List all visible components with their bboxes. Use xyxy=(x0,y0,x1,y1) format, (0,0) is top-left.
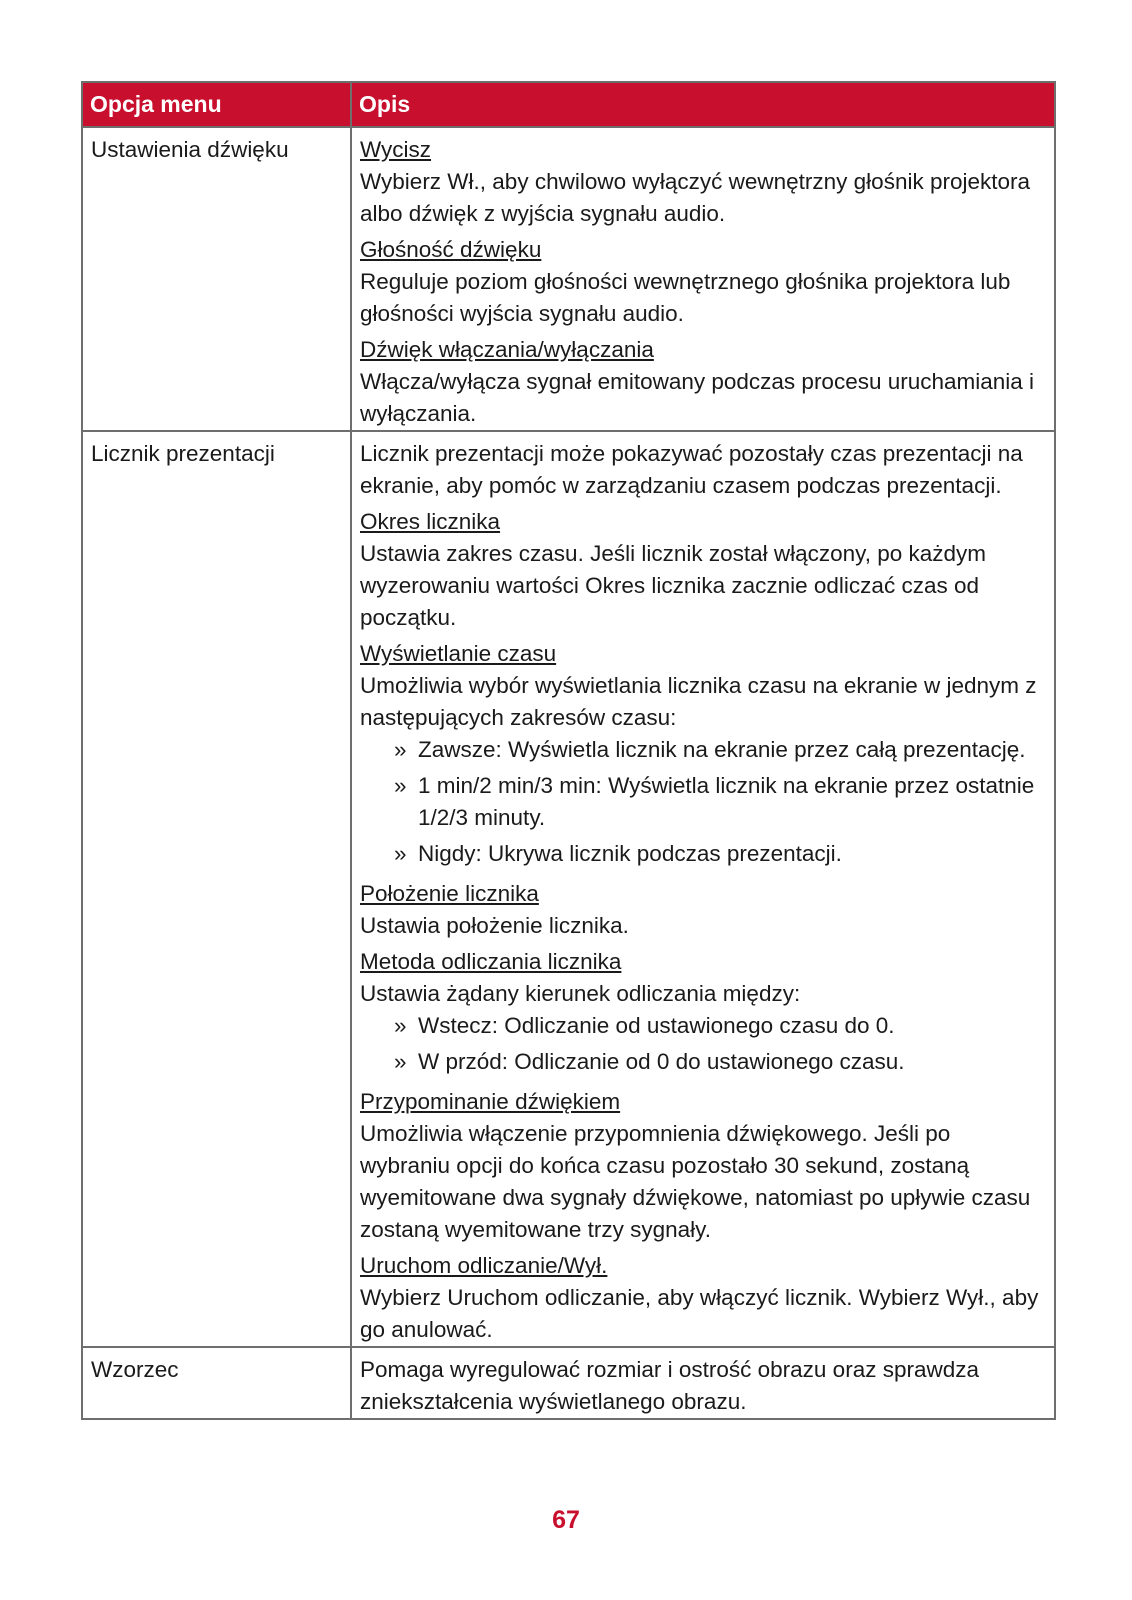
section-title: Położenie licznika xyxy=(360,881,539,906)
list-item xyxy=(394,1010,1046,1042)
table-row xyxy=(82,1347,1055,1419)
description-section xyxy=(360,506,1046,634)
section-title: Wyświetlanie czasu xyxy=(360,641,557,666)
list-item-text: Zawsze: Wyświetla licznik na ekranie przez całą prezentację. xyxy=(418,737,1026,762)
section-title: Głośność dźwięku xyxy=(360,237,542,262)
table-row xyxy=(82,431,1055,1347)
description-section xyxy=(360,1354,1046,1418)
table-header-row xyxy=(82,82,1055,127)
description-section xyxy=(360,334,1046,430)
description-section xyxy=(360,234,1046,330)
section-title: Wycisz xyxy=(360,137,432,162)
bullet-list xyxy=(360,1010,1046,1078)
section-text: Reguluje poziom głośności wewnętrznego głośnika projektora lub głośności wyjścia sygnału audio. xyxy=(360,269,1011,326)
section-text: Wybierz Wł., aby chwilowo wyłączyć wewnętrzny głośnik projektora albo dźwięk z wyjścia sygnału audio. xyxy=(360,169,1031,226)
list-item xyxy=(394,734,1046,766)
list-item xyxy=(394,770,1046,834)
section-text: Ustawia zakres czasu. Jeśli licznik został włączony, po każdym wyzerowaniu wartości Okres licznika zacznie odliczać czas od początku. xyxy=(360,541,987,630)
list-item-text: Nigdy: Ukrywa licznik podczas prezentacji. xyxy=(418,841,842,866)
option-description xyxy=(351,431,1055,1347)
description-section xyxy=(360,1086,1046,1246)
section-text: Pomaga wyregulować rozmiar i ostrość obrazu oraz sprawdza zniekształcenia wyświetlanego obrazu. xyxy=(360,1357,980,1414)
description-section xyxy=(360,946,1046,1078)
description-section xyxy=(360,438,1046,502)
bullet-list xyxy=(360,734,1046,870)
section-text: Wybierz Uruchom odliczanie, aby włączyć licznik. Wybierz Wył., aby go anulować. xyxy=(360,1285,1039,1342)
bullet-glyph: » xyxy=(394,1013,407,1038)
section-text: Ustawia żądany kierunek odliczania między: xyxy=(360,981,801,1006)
bullet-glyph: » xyxy=(394,773,407,798)
section-text: Umożliwia włączenie przypomnienia dźwiękowego. Jeśli po wybraniu opcji do końca czasu pozostało 30 sekund, zostaną wyemitowane dwa sygnały dźwiękowe, natomiast po upływie czasu zostaną wyemitowane trzy sygnały. xyxy=(360,1121,1031,1242)
section-title: Dźwięk włączania/wyłączania xyxy=(360,337,654,362)
section-title: Metoda odliczania licznika xyxy=(360,949,622,974)
list-item xyxy=(394,838,1046,870)
section-title: Okres licznika xyxy=(360,509,501,534)
option-name: Wzorzec xyxy=(82,1347,351,1419)
option-description xyxy=(351,127,1055,431)
section-text: Umożliwia wybór wyświetlania licznika czasu na ekranie w jednym z następujących zakresów czasu: xyxy=(360,673,1037,730)
option-name: Ustawienia dźwięku xyxy=(82,127,351,431)
section-text: Ustawia położenie licznika. xyxy=(360,913,629,938)
bullet-glyph: » xyxy=(394,1049,407,1074)
section-title: Przypominanie dźwiękiem xyxy=(360,1089,621,1114)
menu-options-table xyxy=(81,81,1056,1420)
header-description: Opis xyxy=(351,82,1055,127)
description-section xyxy=(360,1250,1046,1346)
header-option: Opcja menu xyxy=(82,82,351,127)
section-text: Włącza/wyłącza sygnał emitowany podczas procesu uruchamiania i wyłączania. xyxy=(360,369,1035,426)
list-item xyxy=(394,1046,1046,1078)
page-number: 67 xyxy=(552,1506,580,1534)
bullet-glyph: » xyxy=(394,841,407,866)
list-item-text: Wstecz: Odliczanie od ustawionego czasu do 0. xyxy=(418,1013,895,1038)
section-title: Uruchom odliczanie/Wył. xyxy=(360,1253,608,1278)
option-name: Licznik prezentacji xyxy=(82,431,351,1347)
description-section xyxy=(360,878,1046,942)
option-description xyxy=(351,1347,1055,1419)
table-row xyxy=(82,127,1055,431)
list-item-text: 1 min/2 min/3 min: Wyświetla licznik na ekranie przez ostatnie 1/2/3 minuty. xyxy=(418,773,1035,830)
description-section xyxy=(360,134,1046,230)
description-section xyxy=(360,638,1046,870)
section-text: Licznik prezentacji może pokazywać pozostały czas prezentacji na ekranie, aby pomóc w zarządzaniu czasem podczas prezentacji. xyxy=(360,441,1023,498)
bullet-glyph: » xyxy=(394,737,407,762)
list-item-text: W przód: Odliczanie od 0 do ustawionego czasu. xyxy=(418,1049,905,1074)
